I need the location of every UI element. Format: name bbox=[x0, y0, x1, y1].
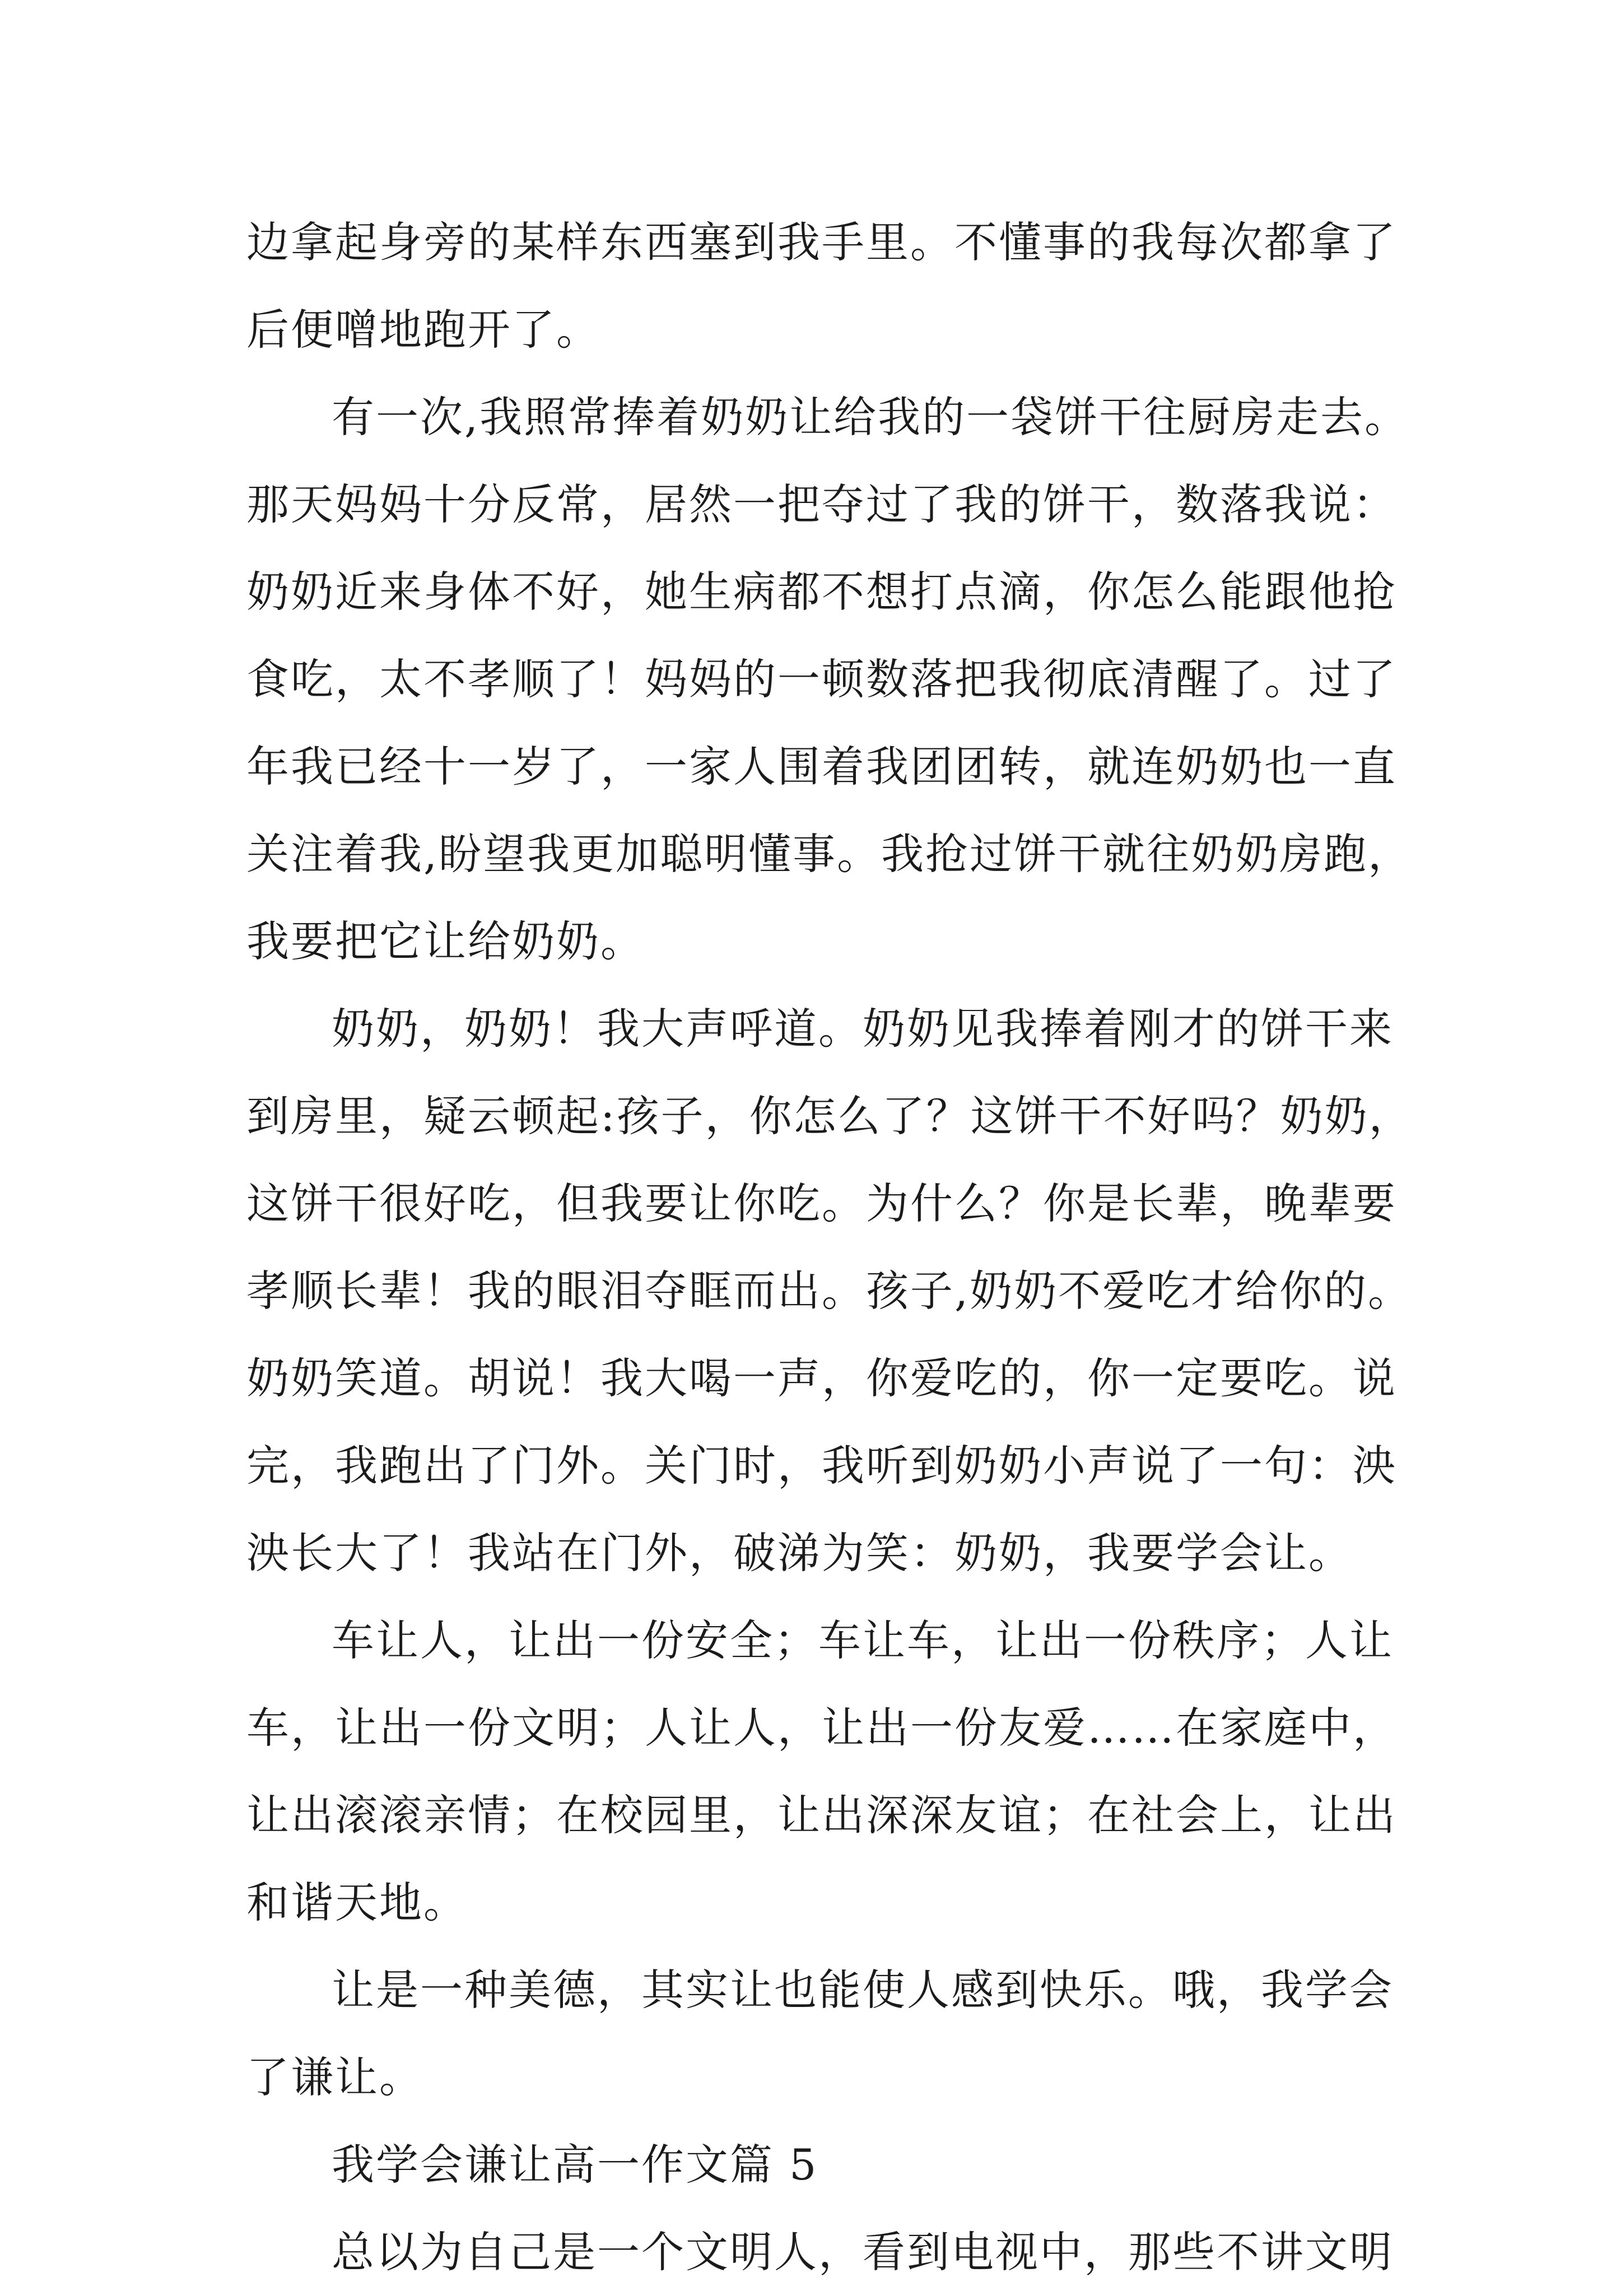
text-line: 食吃，太不孝顺了！妈妈的一顿数落把我彻底清醒了。过了 bbox=[246, 654, 1397, 704]
text-line: 泱长大了！我站在门外，破涕为笑：奶奶，我要学会让。 bbox=[246, 1528, 1353, 1578]
text-line: 关注着我,盼望我更加聪明懂事。我抢过饼干就往奶奶房跑， bbox=[246, 829, 1413, 879]
text-line: 车，让出一份文明；人让人，让出一份友爱……在家庭中， bbox=[246, 1703, 1397, 1753]
paragraph-start-line: 奶奶，奶奶！我大声呼道。奶奶见我捧着刚才的饼干来 bbox=[332, 1004, 1394, 1054]
text-line: 后便噌地跑开了。 bbox=[246, 305, 600, 355]
text-line: 奶奶笑道。胡说！我大喝一声，你爱吃的，你一定要吃。说 bbox=[246, 1353, 1397, 1403]
text-line: 那天妈妈十分反常，居然一把夺过了我的饼干，数落我说： bbox=[246, 479, 1397, 529]
text-line: 这饼干很好吃，但我要让你吃。为什么？你是长辈，晚辈要 bbox=[246, 1179, 1397, 1228]
section-heading: 我学会谦让高一作文篇 5 bbox=[332, 2140, 818, 2190]
text-line: 边拿起身旁的某样东西塞到我手里。不懂事的我每次都拿了 bbox=[246, 217, 1397, 267]
paragraph-start-line: 有一次,我照常捧着奶奶让给我的一袋饼干往厨房走去。 bbox=[332, 392, 1409, 442]
text-line: 让出滚滚亲情；在校园里，让出深深友谊；在社会上，让出 bbox=[246, 1790, 1397, 1840]
text-line: 完，我跑出了门外。关门时，我听到奶奶小声说了一句：泱 bbox=[246, 1441, 1397, 1491]
paragraph-start-line: 让是一种美德，其实让也能使人感到快乐。哦，我学会 bbox=[332, 1965, 1394, 2015]
text-line: 了谦让。 bbox=[246, 2052, 423, 2102]
essay-body bbox=[246, 199, 1423, 2296]
text-line: 到房里，疑云顿起:孩子，你怎么了？这饼干不好吗？奶奶， bbox=[246, 1091, 1413, 1141]
text-line: 孝顺长辈！我的眼泪夺眶而出。孩子,奶奶不爱吃才给你的。 bbox=[246, 1266, 1413, 1316]
paragraph-start-line: 总以为自己是一个文明人，看到电视中，那些不讲文明 bbox=[332, 2227, 1394, 2277]
text-line: 奶奶近来身体不好，她生病都不想打点滴，你怎么能跟他抢 bbox=[246, 567, 1397, 617]
text-line: 和谐天地。 bbox=[246, 1878, 468, 1927]
text-line: 年我已经十一岁了，一家人围着我团团转，就连奶奶也一直 bbox=[246, 742, 1397, 791]
text-line: 我要把它让给奶奶。 bbox=[246, 916, 645, 966]
paragraph-start-line: 车让人，让出一份安全；车让车，让出一份秩序；人让 bbox=[332, 1615, 1394, 1665]
